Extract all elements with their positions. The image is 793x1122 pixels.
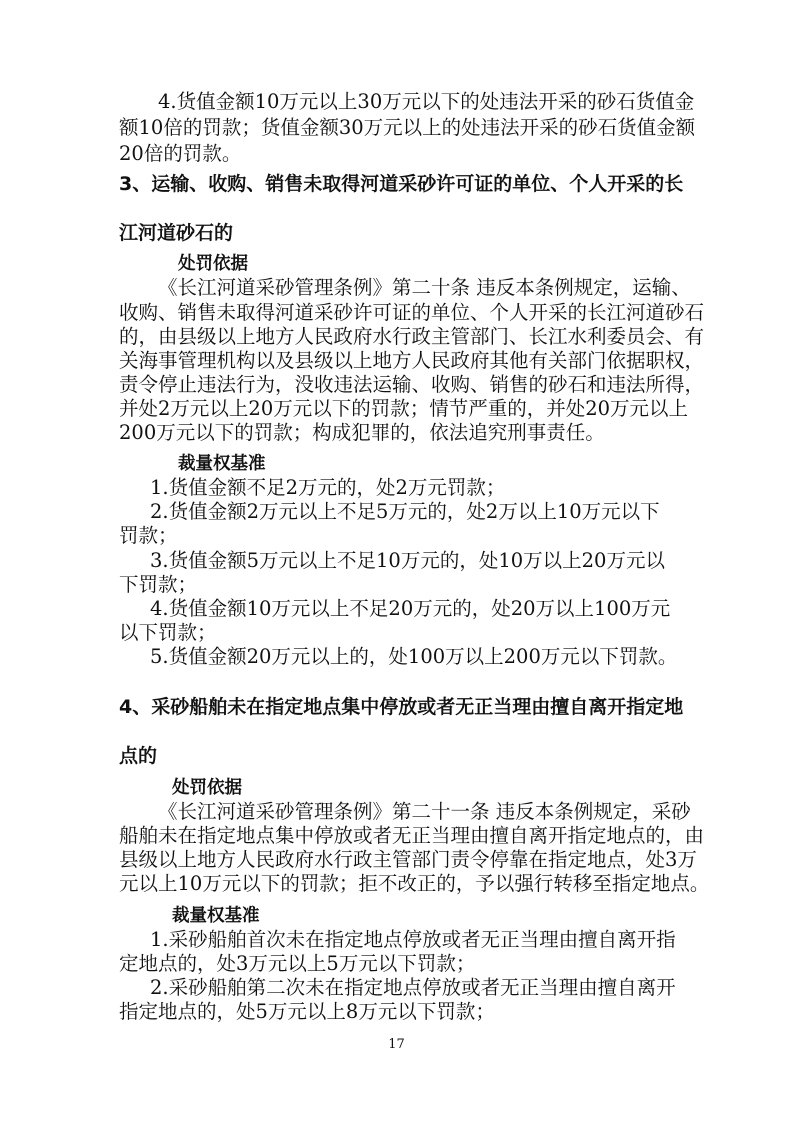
list-item: 罚款； [119, 524, 178, 547]
paragraph-line: 《长江河道采砂管理条例》第二十条 违反本条例规定，运输、 [158, 276, 691, 299]
paragraph-line: 收购、销售未取得河道采砂许可证的单位、个人开采的长江河道砂石 [119, 301, 705, 324]
paragraph-line: 额10倍的罚款；货值金额30万元以上的处违法开采的砂石货值金额 [119, 116, 696, 139]
paragraph-line: 县级以上地方人民政府水行政主管部门责令停靠在指定地点，处3万 [119, 848, 697, 871]
section-4-heading: 点的 [119, 745, 158, 767]
paragraph-line: 20倍的罚款。 [119, 142, 242, 165]
section-4-standard-title: 裁量权基准 [172, 906, 260, 926]
list-item: 1.货值金额不足2万元的，处2万元罚款； [150, 476, 506, 499]
section-3-heading: 江河道砂石的 [119, 222, 234, 244]
list-item: 3.货值金额5万元以上不足10万元的，处10万以上20万元以 [150, 549, 665, 572]
list-item: 1.采砂船舶首次未在指定地点停放或者无正当理由擅自离开指 [150, 928, 676, 951]
list-item: 指定地点的，处5万元以上8万元以下罚款； [119, 1000, 495, 1023]
paragraph-line: 的，由县级以上地方人民政府水行政主管部门、长江水利委员会、有 [119, 325, 705, 348]
list-item: 下罚款； [119, 573, 198, 596]
paragraph-line: 并处2万元以上20万元以下的罚款；情节严重的，并处20万元以上 [119, 397, 689, 420]
list-item: 以下罚款； [119, 621, 217, 644]
page-number: 17 [388, 1037, 405, 1052]
section-4-heading: 4、采砂船舶未在指定地点集中停放或者无正当理由擅自离开指定地 [119, 696, 684, 718]
list-item: 2.货值金额2万元以上不足5万元的，处2万以上10万元以下 [150, 500, 660, 523]
paragraph-line: 船舶未在指定地点集中停放或者无正当理由擅自离开指定地点的，由 [119, 824, 705, 847]
list-item: 定地点的，处3万元以上5万元以下罚款； [119, 952, 476, 975]
section-3-standard-title: 裁量权基准 [178, 454, 266, 474]
paragraph-line: 《长江河道采砂管理条例》第二十一条 违反本条例规定，采砂 [158, 800, 691, 823]
section-3-basis-title: 处罚依据 [178, 254, 248, 274]
paragraph-line: 关海事管理机构以及县级以上地方人民政府其他有关部门依据职权， [119, 349, 705, 372]
list-item: 2.采砂船舶第二次未在指定地点停放或者无正当理由擅自离开 [150, 976, 676, 999]
list-item: 5.货值金额20万元以上的，处100万以上200万元以下罚款。 [150, 645, 678, 668]
paragraph-line: 元以上10万元以下的罚款；拒不改正的，予以强行转移至指定地点。 [119, 872, 710, 895]
paragraph-line: 4.货值金额10万元以上30万元以下的处违法开采的砂石货值金 [158, 90, 695, 113]
paragraph-line: 200万元以下的罚款；构成犯罪的，依法追究刑事责任。 [119, 421, 605, 444]
paragraph-line: 责令停止违法行为，没收违法运输、收购、销售的砂石和违法所得， [119, 373, 705, 396]
list-item: 4.货值金额10万元以上不足20万元的，处20万以上100万元 [150, 597, 671, 620]
section-4-basis-title: 处罚依据 [172, 778, 242, 798]
section-3-heading: 3、运输、收购、销售未取得河道采砂许可证的单位、个人开采的长 [119, 173, 684, 195]
